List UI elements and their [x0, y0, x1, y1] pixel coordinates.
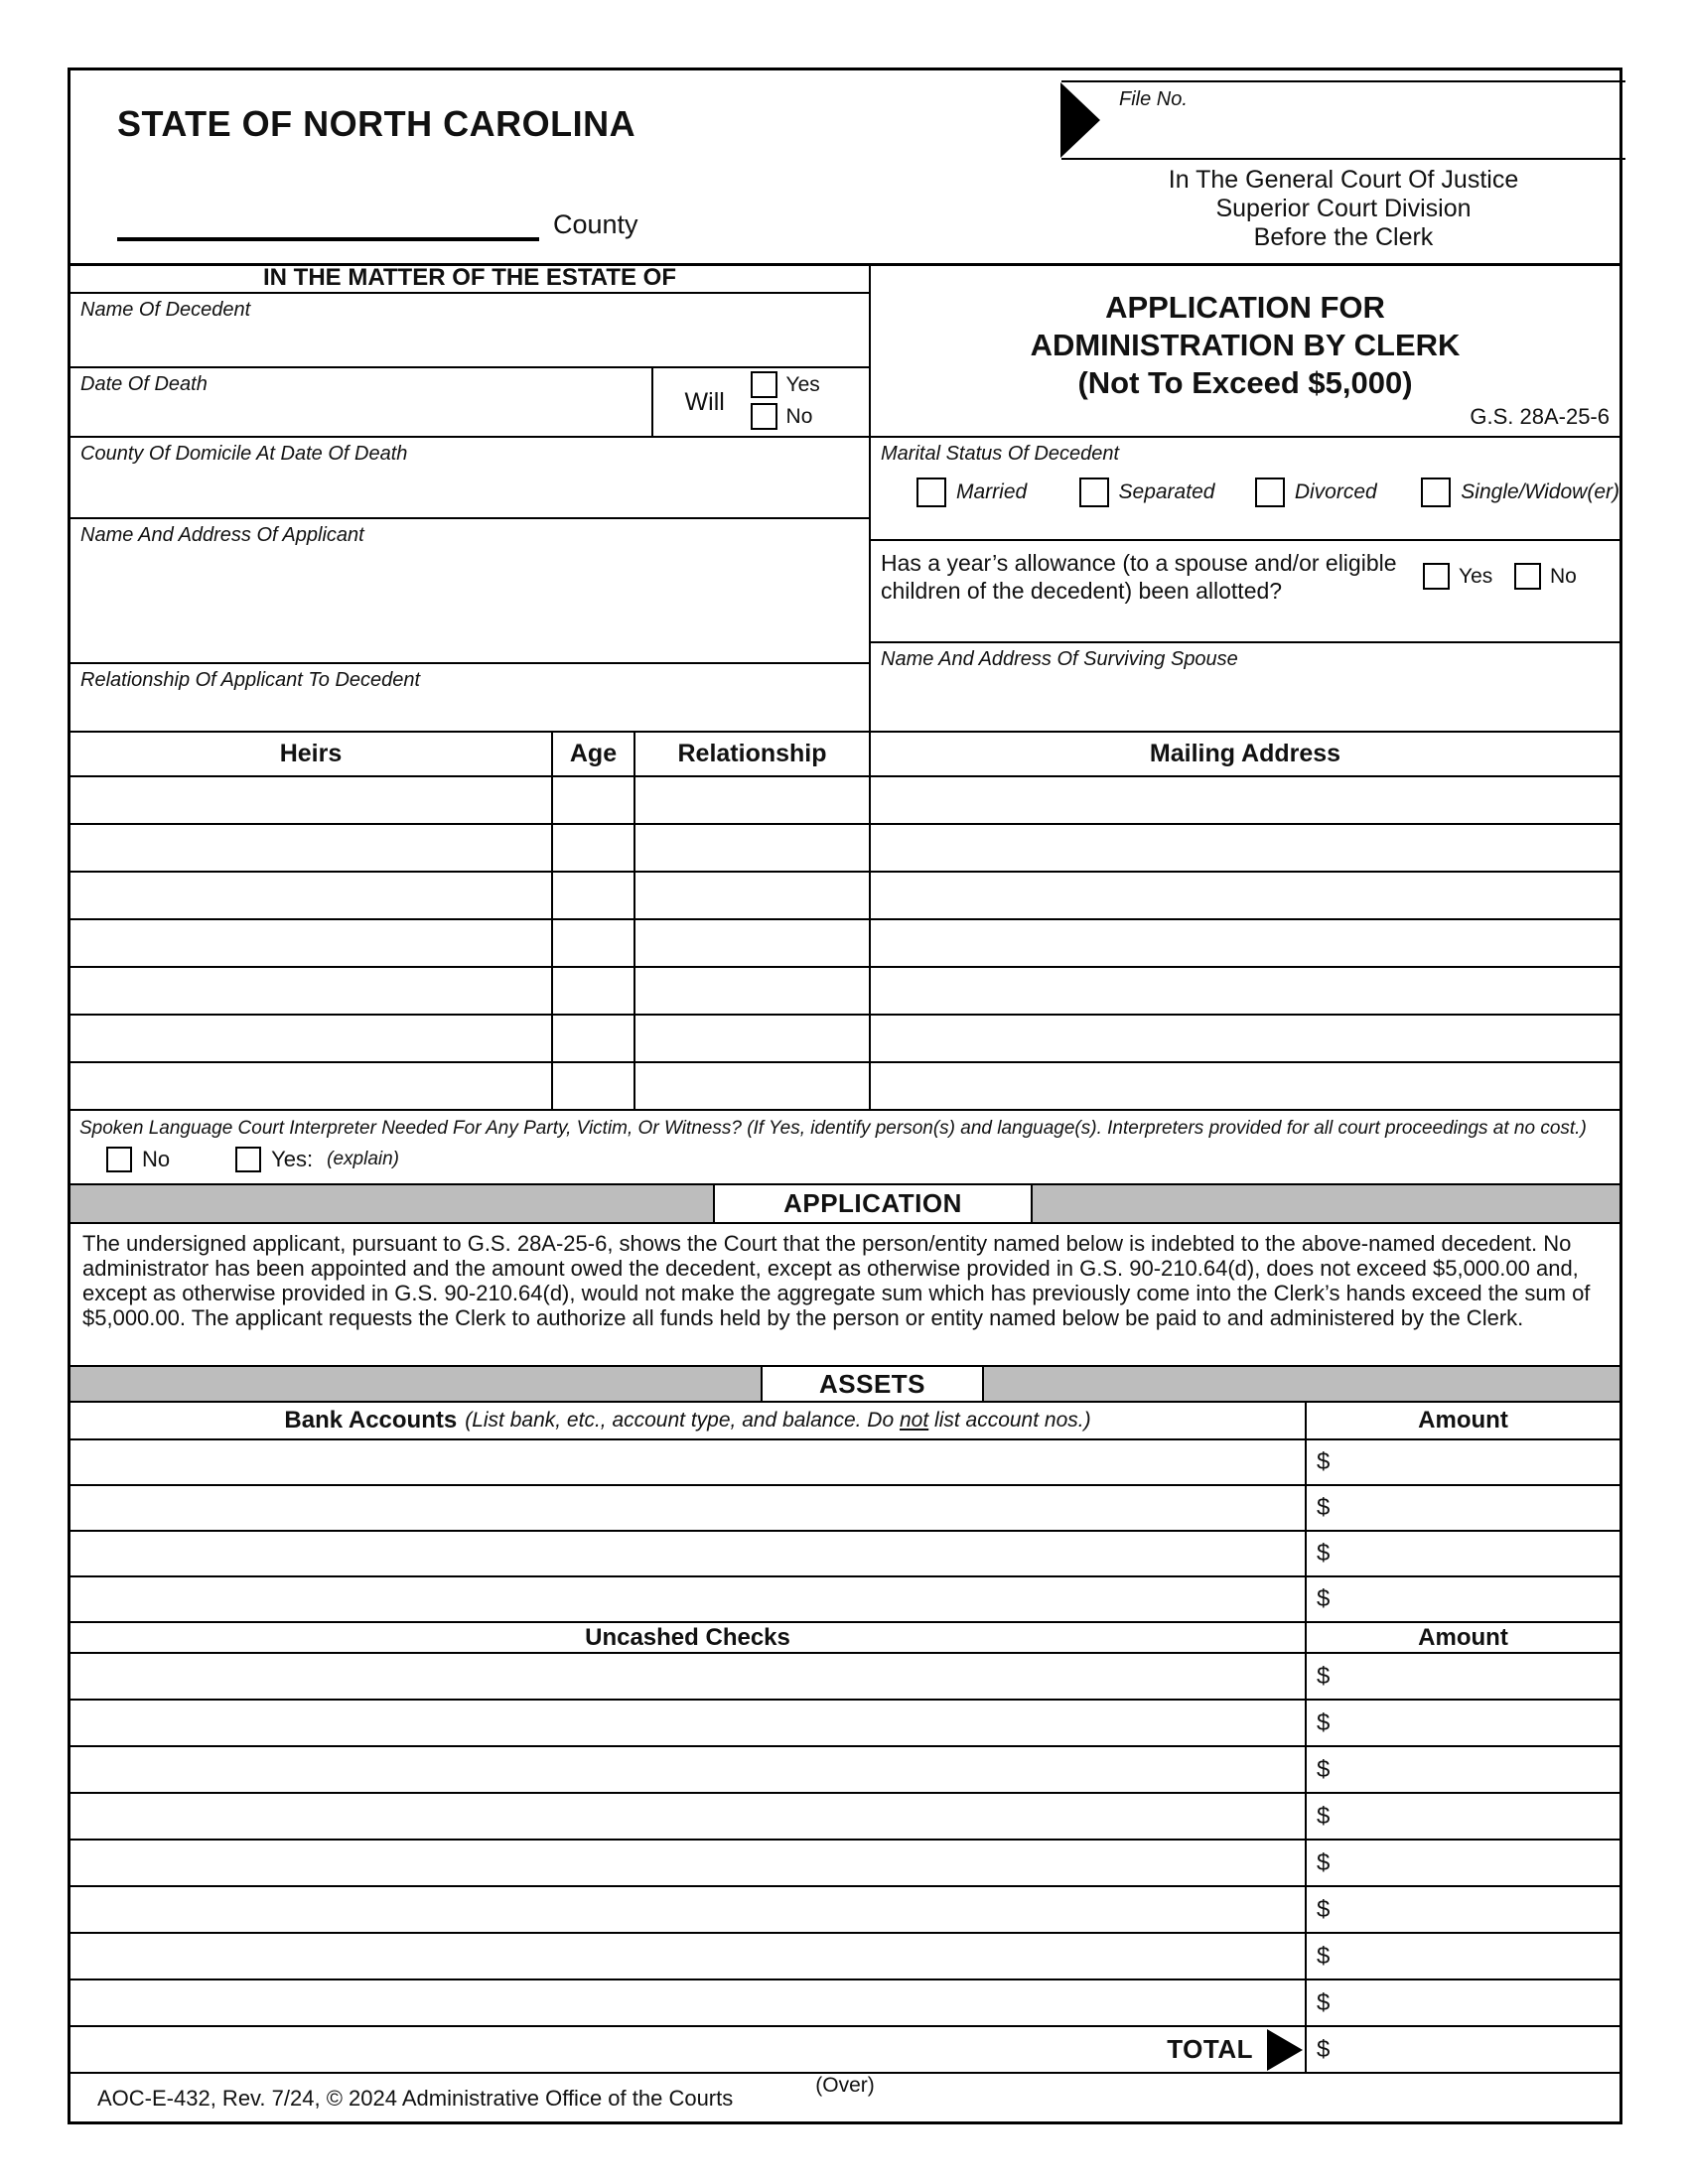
court-heading: [1061, 166, 1625, 252]
surviving-spouse-label: Name And Address Of Surviving Spouse: [881, 648, 1238, 670]
amount-cell[interactable]: [1307, 1980, 1619, 2025]
interpreter-yes-label: Yes:: [271, 1147, 314, 1171]
heir-age-cell[interactable]: [553, 1063, 635, 1109]
uncashed-check-row: [70, 1980, 1619, 2027]
uncashed-check-row: [70, 1841, 1619, 1887]
over-label: (Over): [815, 2074, 875, 2097]
county-label: County: [553, 209, 638, 239]
dollar-sign: $: [1317, 1942, 1331, 1970]
amount-col-header: Amount: [1418, 1623, 1508, 1651]
separated-checkbox[interactable]: [1079, 478, 1109, 507]
assets-section-title: ASSETS: [761, 1367, 984, 1401]
file-no-box[interactable]: [1061, 80, 1625, 160]
married-label: Married: [956, 480, 1028, 503]
heir-address-cell[interactable]: [871, 920, 1619, 966]
dollar-sign: $: [1317, 1494, 1331, 1521]
right-column: [871, 263, 1619, 731]
heir-age-cell[interactable]: [553, 920, 635, 966]
heir-relationship-cell[interactable]: [635, 920, 871, 966]
total-arrow-icon: [1267, 2029, 1303, 2071]
uncashed-check-cell[interactable]: [70, 1701, 1307, 1745]
will-no-label: No: [785, 404, 813, 428]
state-title: STATE OF NORTH CAROLINA: [117, 103, 636, 144]
heir-address-cell[interactable]: [871, 873, 1619, 918]
applicant-name-address-field[interactable]: [70, 519, 869, 664]
statute-reference: G.S. 28A-25-6: [1470, 404, 1610, 429]
heir-name-cell[interactable]: [70, 920, 553, 966]
relationship-of-applicant-label: Relationship Of Applicant To Decedent: [80, 669, 421, 691]
heir-table-row: [70, 920, 1619, 968]
heir-age-cell[interactable]: [553, 968, 635, 1014]
allowance-yes-checkbox[interactable]: [1423, 563, 1450, 590]
allowance-row: [871, 541, 1619, 643]
dollar-sign: $: [1317, 1585, 1331, 1612]
bank-account-row: [70, 1577, 1619, 1623]
heir-table-row: [70, 873, 1619, 920]
assets-table: [70, 1403, 1619, 2074]
heir-address-cell[interactable]: [871, 1063, 1619, 1109]
allowance-question: Has a year’s allowance (to a spouse and/or eligible children of the decedent) been allotted?: [881, 550, 1397, 604]
bank-accounts-header: [70, 1403, 1307, 1438]
county-blank-line[interactable]: [117, 209, 539, 241]
application-body-text: The undersigned applicant, pursuant to G.S. 28A-25-6, shows the Court that the person/entity named below is indebted to the above-named decedent. No administrator has been appointed and the amount owed the decedent, except as otherwise provided in G.S. 90-210.64(d), does not exceed $5,000.00 and, except as otherwise provided in G.S. 90-210.64(d), would not make the aggregate sum which has previously come into the Clerk’s hands exceed the sum of $5,000.00. The applicant requests the Clerk to authorize all funds held by the person or entity named below be paid to and administered by the Clerk.: [82, 1231, 1591, 1330]
uncashed-check-cell[interactable]: [70, 1980, 1307, 2025]
county-of-domicile-label: County Of Domicile At Date Of Death: [80, 443, 408, 465]
allowance-no-checkbox[interactable]: [1514, 563, 1541, 590]
heir-table-row: [70, 1063, 1619, 1111]
form-number-footer: AOC-E-432, Rev. 7/24, © 2024 Administrative Office of the Courts: [97, 2086, 734, 2111]
allowance-no-label: No: [1550, 564, 1577, 588]
heir-address-cell[interactable]: [871, 1016, 1619, 1061]
heir-name-cell[interactable]: [70, 968, 553, 1014]
dollar-sign: $: [1317, 1988, 1331, 2016]
heirs-col-header: Heirs: [70, 733, 553, 775]
bank-account-cell[interactable]: [70, 1532, 1307, 1575]
form-title-line-3: (Not To Exceed $5,000): [1077, 365, 1413, 400]
date-of-death-row: [70, 368, 869, 438]
will-no-checkbox[interactable]: [751, 403, 777, 430]
bank-account-cell[interactable]: [70, 1577, 1307, 1621]
allowance-no-group: [1514, 563, 1577, 590]
file-no-arrow-icon: [1060, 82, 1100, 158]
heir-table-row: [70, 825, 1619, 873]
uncashed-check-cell[interactable]: [70, 1934, 1307, 1979]
bank-accounts-header-row: [70, 1403, 1619, 1440]
mailing-address-col-header: Mailing Address: [1149, 740, 1341, 767]
assets-section-bar: [70, 1365, 1619, 1403]
heir-address-cell[interactable]: [871, 825, 1619, 871]
divorced-checkbox[interactable]: [1255, 478, 1285, 507]
marital-status-row: [871, 438, 1619, 541]
married-checkbox[interactable]: [916, 478, 946, 507]
heir-name-cell[interactable]: [70, 777, 553, 823]
will-cell: [651, 368, 869, 436]
uncashed-check-row: [70, 1887, 1619, 1934]
left-column: [70, 263, 871, 731]
heir-name-cell[interactable]: [70, 873, 553, 918]
uncashed-check-cell[interactable]: [70, 1794, 1307, 1839]
uncashed-check-row: [70, 1701, 1619, 1747]
bank-account-row: [70, 1486, 1619, 1532]
heir-name-cell[interactable]: [70, 1016, 553, 1061]
uncashed-check-row: [70, 1794, 1619, 1841]
marital-status-label: Marital Status Of Decedent: [881, 443, 1120, 465]
name-of-decedent-field[interactable]: [70, 294, 869, 368]
dollar-sign: $: [1317, 1755, 1331, 1783]
heir-relationship-cell[interactable]: [635, 1016, 871, 1061]
dollar-sign: $: [1317, 1448, 1331, 1475]
heir-table-row: [70, 968, 1619, 1016]
uncashed-check-cell[interactable]: [70, 1887, 1307, 1932]
divorced-label: Divorced: [1294, 480, 1377, 503]
dollar-sign: $: [1317, 1802, 1331, 1830]
form-title-line-2: ADMINISTRATION BY CLERK: [1030, 328, 1461, 362]
uncashed-check-row: [70, 1654, 1619, 1701]
heir-table-row: [70, 1016, 1619, 1063]
name-of-decedent-label: Name Of Decedent: [80, 299, 251, 321]
uncashed-checks-header-row: [70, 1623, 1619, 1654]
single-widower-checkbox[interactable]: [1421, 478, 1451, 507]
bank-account-row: [70, 1440, 1619, 1486]
estate-header: IN THE MATTER OF THE ESTATE OF: [70, 263, 869, 294]
amount-col-header: Amount: [1418, 1407, 1508, 1433]
uncashed-checks-label: Uncashed Checks: [70, 1623, 1307, 1652]
interpreter-section: [70, 1111, 1619, 1183]
heir-address-cell[interactable]: [871, 777, 1619, 823]
single-widower-label: Single/Widow(er): [1461, 480, 1619, 503]
heir-address-cell[interactable]: [871, 968, 1619, 1014]
heir-age-cell[interactable]: [553, 1016, 635, 1061]
allowance-yes-label: Yes: [1459, 564, 1493, 588]
will-checkboxes: [751, 371, 820, 435]
amount-cell[interactable]: [1307, 1654, 1619, 1699]
heirs-table: [70, 731, 1619, 1111]
court-line-3: Before the Clerk: [1253, 223, 1434, 251]
interpreter-no-label: No: [142, 1147, 171, 1171]
uncashed-check-cell[interactable]: [70, 1747, 1307, 1792]
amount-cell[interactable]: [1307, 1794, 1619, 1839]
dollar-sign: $: [1317, 2035, 1331, 2063]
heirs-table-header: [70, 731, 1619, 777]
interpreter-question: Spoken Language Court Interpreter Needed For Any Party, Victim, Or Witness? (If Yes, identify person(s) and language(s). Interpreters provided for all court proceedings at no cost.): [79, 1118, 1587, 1139]
heir-age-cell[interactable]: [553, 873, 635, 918]
amount-cell[interactable]: [1307, 1934, 1619, 1979]
dollar-sign: $: [1317, 1662, 1331, 1690]
dollar-sign: $: [1317, 1540, 1331, 1567]
bank-account-cell[interactable]: [70, 1440, 1307, 1484]
heir-table-row: [70, 777, 1619, 825]
county-of-domicile-field[interactable]: [70, 438, 869, 519]
form-title-line-1: APPLICATION FOR: [1105, 290, 1385, 325]
will-yes-checkbox[interactable]: [751, 371, 777, 398]
heir-age-cell[interactable]: [553, 825, 635, 871]
amount-cell[interactable]: [1307, 1532, 1619, 1575]
applicant-name-address-label: Name And Address Of Applicant: [80, 524, 364, 546]
form-page: [68, 68, 1622, 2124]
uncashed-check-row: [70, 1934, 1619, 1980]
application-section-title: APPLICATION: [713, 1185, 1033, 1222]
heir-relationship-cell[interactable]: [635, 825, 871, 871]
heir-name-cell[interactable]: [70, 825, 553, 871]
date-of-death-label: Date Of Death: [80, 373, 208, 395]
total-row: [70, 2027, 1619, 2074]
court-line-1: In The General Court Of Justice: [1168, 166, 1519, 194]
dollar-sign: $: [1317, 1848, 1331, 1876]
amount-cell[interactable]: [1307, 1701, 1619, 1745]
relationship-col-header: Relationship: [635, 733, 871, 775]
interpreter-checkboxes: [106, 1147, 399, 1172]
heir-relationship-cell[interactable]: [635, 873, 871, 918]
separated-label: Separated: [1118, 480, 1215, 503]
date-of-death-field[interactable]: [70, 368, 651, 436]
file-no-label: File No.: [1119, 88, 1188, 110]
amount-cell[interactable]: [1307, 1486, 1619, 1530]
uncashed-check-row: [70, 1747, 1619, 1794]
total-label-cell: [70, 2027, 1307, 2072]
surviving-spouse-field[interactable]: [871, 643, 1619, 731]
interpreter-yes-checkbox[interactable]: [235, 1147, 261, 1172]
relationship-of-applicant-field[interactable]: [70, 664, 869, 731]
marital-options: [916, 478, 1619, 507]
amount-cell[interactable]: [1307, 1747, 1619, 1792]
heir-age-cell[interactable]: [553, 777, 635, 823]
bank-account-cell[interactable]: [70, 1486, 1307, 1530]
court-line-2: Superior Court Division: [1215, 195, 1472, 222]
total-amount-cell[interactable]: [1307, 2027, 1619, 2072]
interpreter-explain-label: (explain): [327, 1149, 400, 1169]
amount-cell[interactable]: [1307, 1577, 1619, 1621]
heir-relationship-cell[interactable]: [635, 968, 871, 1014]
bank-account-row: [70, 1532, 1619, 1577]
age-col-header: Age: [553, 733, 635, 775]
application-section-bar: [70, 1183, 1619, 1224]
uncashed-check-cell[interactable]: [70, 1654, 1307, 1699]
will-yes-label: Yes: [785, 372, 820, 396]
heir-relationship-cell[interactable]: [635, 777, 871, 823]
total-label: TOTAL: [1167, 2034, 1253, 2064]
amount-cell[interactable]: [1307, 1841, 1619, 1885]
form-title-block: [871, 263, 1619, 438]
will-label: Will: [684, 388, 725, 416]
interpreter-no-checkbox[interactable]: [106, 1147, 132, 1172]
amount-cell[interactable]: [1307, 1887, 1619, 1932]
dollar-sign: $: [1317, 1895, 1331, 1923]
dollar-sign: $: [1317, 1708, 1331, 1736]
bank-accounts-note: (List bank, etc., account type, and balance. Do not list account nos.): [465, 1409, 1091, 1432]
heir-name-cell[interactable]: [70, 1063, 553, 1109]
heir-relationship-cell[interactable]: [635, 1063, 871, 1109]
bank-accounts-label: Bank Accounts: [284, 1407, 458, 1433]
uncashed-check-cell[interactable]: [70, 1841, 1307, 1885]
allowance-yes-group: [1423, 563, 1492, 590]
amount-cell[interactable]: [1307, 1440, 1619, 1484]
